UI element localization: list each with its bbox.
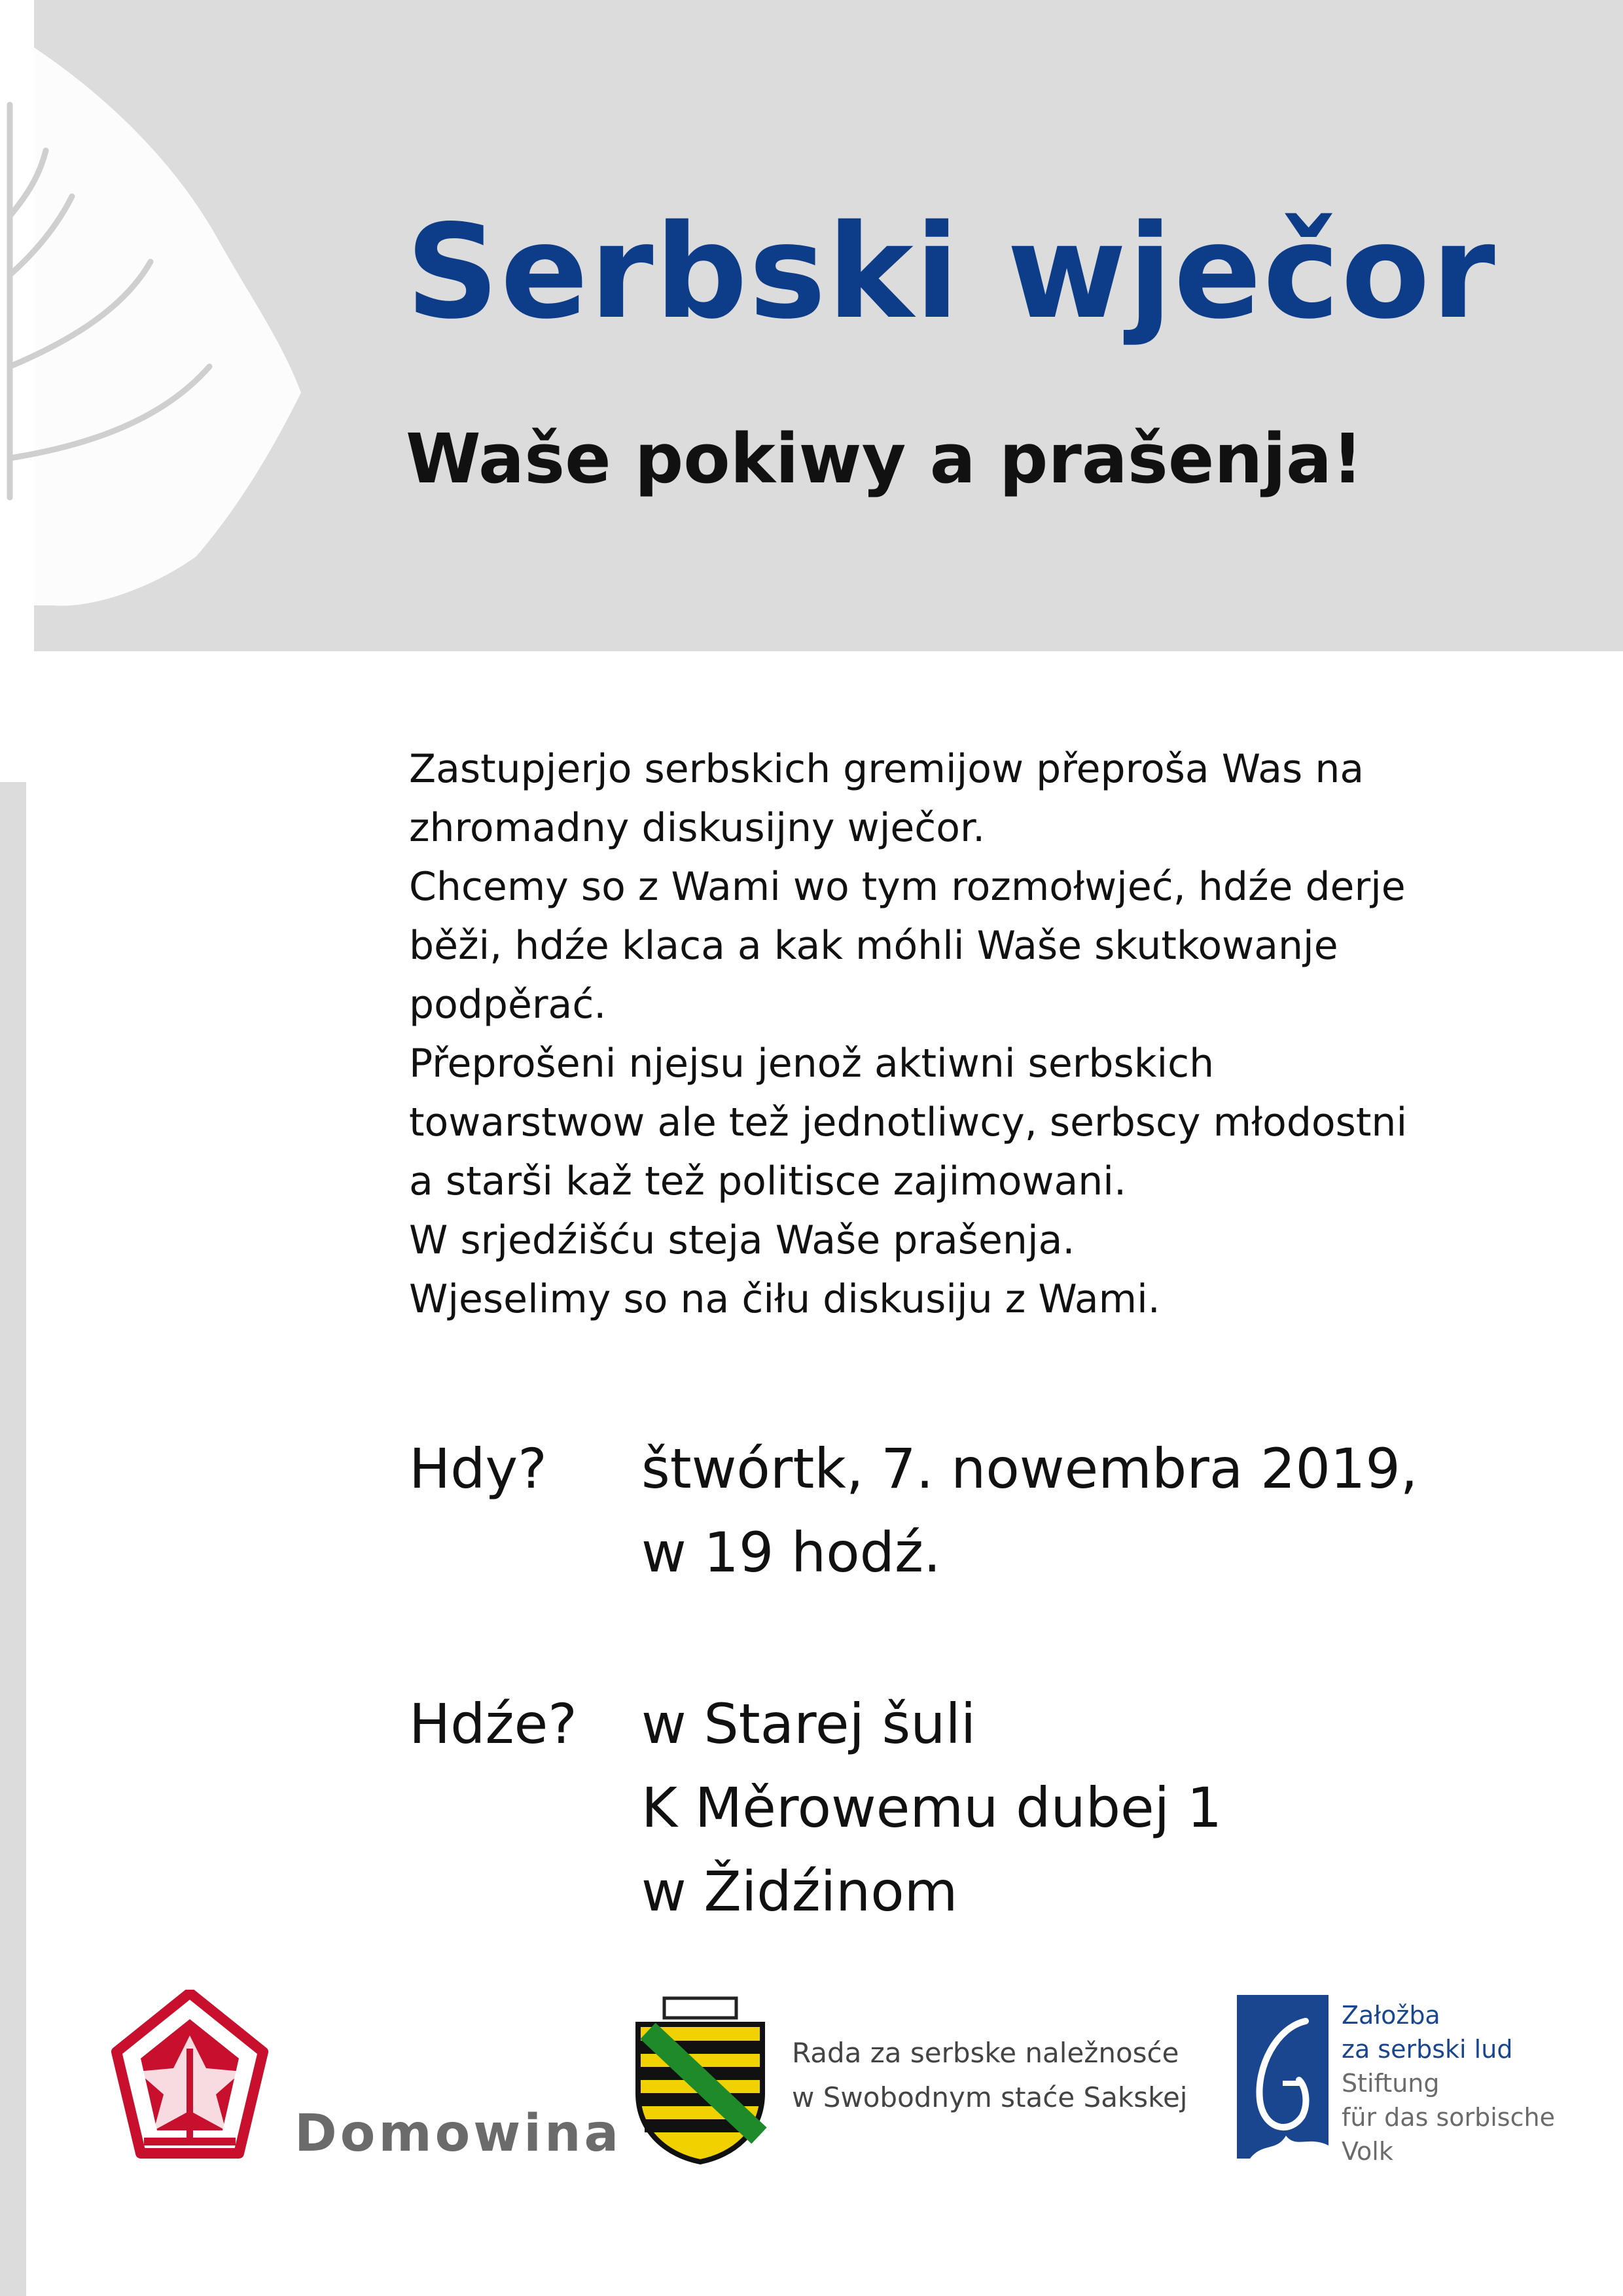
rada-name <box>792 2031 1187 2120</box>
zalozba-g-icon <box>1237 1995 1329 2159</box>
domowina-emblem-icon <box>111 1990 268 2160</box>
zalozba-line: Volk <box>1342 2137 1393 2166</box>
body-line: a starši kaž tež politisce zajimowani. <box>409 1158 1127 1204</box>
body-line: W srjedźišću steja Waše prašenja. <box>409 1217 1075 1263</box>
when-label: Hdy? <box>409 1437 547 1501</box>
where-line: w Starej šuli <box>641 1692 976 1756</box>
body-line: Zastupjerjo serbskich gremijow přeproša Was na <box>409 746 1364 792</box>
where-label: Hdźe? <box>409 1692 577 1756</box>
zalozba-logo <box>1237 1995 1597 2165</box>
leaf-icon <box>0 0 308 628</box>
when-details <box>641 1427 1418 1594</box>
body-line: běži, hdźe klaca a kak móhli Waše skutkowanje <box>409 923 1338 969</box>
rada-line: w Swobodnym staće Sakskej <box>792 2081 1188 2113</box>
body-line: towarstwow ale tež jednotliwcy, serbscy młodostni <box>409 1100 1408 1145</box>
where-line: w Židźinom <box>641 1859 958 1924</box>
page-title: Serbski wječor <box>406 196 1497 348</box>
where-details <box>641 1682 1222 1933</box>
domowina-logo <box>111 1990 622 2173</box>
invitation-text <box>409 740 1522 1329</box>
saxony-coat-of-arms-icon <box>628 1995 772 2165</box>
zalozba-line: für das sorbische <box>1342 2103 1555 2132</box>
rada-logo <box>628 1995 1217 2165</box>
rada-line: Rada za serbske naležnosće <box>792 2037 1179 2069</box>
zalozba-line: Załožba <box>1342 2001 1440 2030</box>
when-line: w 19 hodź. <box>641 1520 941 1585</box>
domowina-name: Domowina <box>294 2104 622 2163</box>
body-line: Přeprošeni njejsu jenož aktiwni serbskich <box>409 1041 1215 1086</box>
page-subtitle: Waše pokiwy a prašenja! <box>406 419 1363 499</box>
body-line: Wjeselimy so na čiłu diskusiju z Wami. <box>409 1276 1160 1322</box>
body-line: podpěrać. <box>409 982 607 1028</box>
where-line: K Měrowemu dubej 1 <box>641 1776 1222 1840</box>
zalozba-line: Stiftung <box>1342 2069 1440 2098</box>
body-line: zhromadny diskusijny wječor. <box>409 805 986 851</box>
zalozba-name <box>1342 1998 1555 2168</box>
side-bar <box>0 782 26 2296</box>
when-line: štwórtk, 7. nowembra 2019, <box>641 1437 1418 1501</box>
zalozba-line: za serbski lud <box>1342 2035 1513 2064</box>
body-line: Chcemy so z Wami wo tym rozmołwjeć, hdźe derje <box>409 864 1406 910</box>
